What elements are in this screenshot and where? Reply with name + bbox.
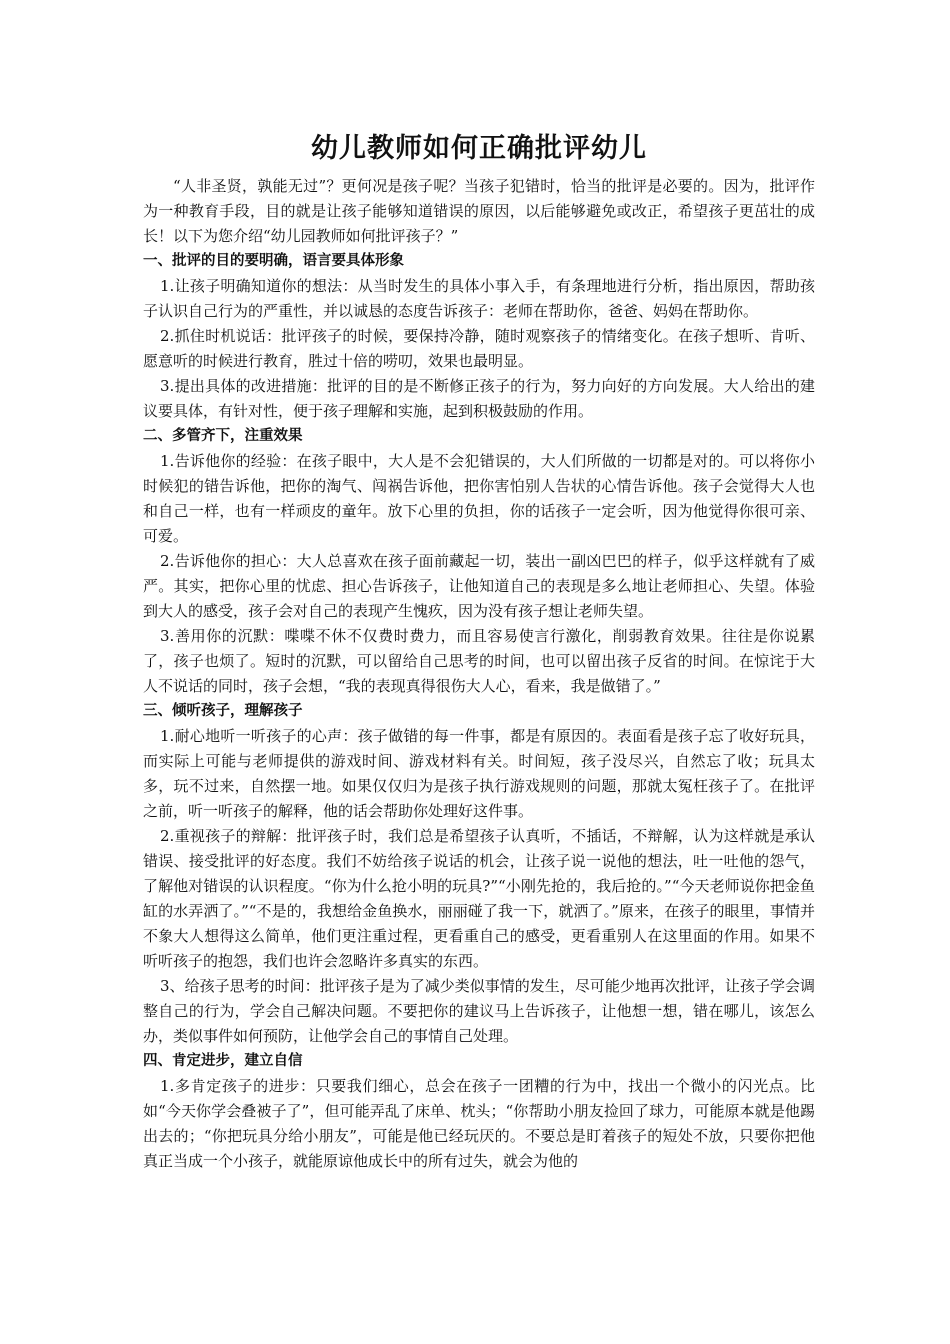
- document-page: [143, 128, 815, 1174]
- section-paragraph: 2.告诉他你的担心：大人总喜欢在孩子面前藏起一切，装出一副凶巴巴的样子，似乎这样就有了威严。其实，把你心里的忧虑、担心告诉孩子，让他知道自己的表现是多么地让老师担心、失望。体验到大人的感受，孩子会对自己的表现产生愧疚，因为没有孩子想让老师失望。: [143, 552, 815, 620]
- section-heading: 二、多管齐下，注重效果: [143, 428, 303, 444]
- section-1: [143, 249, 815, 424]
- section-paragraph: 1.告诉他你的经验：在孩子眼中，大人是不会犯错误的，大人们所做的一切都是对的。可以将你小时候犯的错告诉他，把你的淘气、闯祸告诉他，把你害怕别人告状的心情告诉他。孩子会觉得大人也和自己一样，也有一样顽皮的童年。放下心里的负担，你的话孩子一定会听，因为他觉得你很可亲、可爱。: [143, 452, 815, 545]
- section-2: [143, 424, 815, 699]
- section-heading: 四、肯定进步，建立自信: [143, 1053, 303, 1069]
- section-paragraph: 1.让孩子明确知道你的想法：从当时发生的具体小事入手，有条理地进行分析，指出原因，帮助孩子认识自己行为的严重性，并以诚恳的态度告诉孩子：老师在帮助你，爸爸、妈妈在帮助你。: [143, 277, 815, 320]
- section-paragraph: 3、给孩子思考的时间：批评孩子是为了减少类似事情的发生，尽可能少地再次批评，让孩子学会调整自己的行为，学会自己解决问题。不要把你的建议马上告诉孩子，让他想一想，错在哪儿，该怎么办，类似事件如何预防，让他学会自己的事情自己处理。: [143, 977, 815, 1045]
- page-title: 幼儿教师如何正确批评幼儿: [311, 133, 647, 164]
- section-paragraph: 1.耐心地听一听孩子的心声：孩子做错的每一件事，都是有原因的。表面看是孩子忘了收好玩具，而实际上可能与老师提供的游戏时间、游戏材料有关。时间短，孩子没尽兴，自然忘了收；玩具太多，玩不过来，自然摆一地。如果仅仅归为是孩子执行游戏规则的问题，那就太冤枉孩子了。在批评之前，听一听孩子的解释，他的话会帮助你处理好这件事。: [143, 727, 815, 820]
- section-3: [143, 699, 815, 1049]
- section-paragraph: 3.提出具体的改进措施：批评的目的是不断修正孩子的行为，努力向好的方向发展。大人给出的建议要具体，有针对性，便于孩子理解和实施，起到积极鼓励的作用。: [143, 377, 815, 420]
- intro-paragraph: “人非圣贤，孰能无过”？更何况是孩子呢？当孩子犯错时，恰当的批评是必要的。因为，批评作为一种教育手段，目的就是让孩子能够知道错误的原因，以后能够避免或改正，希望孩子更茁壮的成长！以下为您介绍“幼儿园教师如何批评孩子？”: [143, 177, 815, 245]
- section-paragraph: 2.重视孩子的辩解：批评孩子时，我们总是希望孩子认真听，不插话，不辩解，认为这样就是承认错误、接受批评的好态度。我们不妨给孩子说话的机会，让孩子说一说他的想法，吐一吐他的怨气，了解他对错误的认识程度。“你为什么抢小明的玩具?”“小刚先抢的，我后抢的。”“今天老师说你把金鱼缸的水弄洒了。”“不是的，我想给金鱼换水，丽丽碰了我一下，就洒了。”原来，在孩子的眼里，事情并不象大人想得这么简单，他们更注重过程，更看重自己的感受，更看重别人在这里面的作用。如果不听听孩子的抱怨，我们也许会忽略许多真实的东西。: [143, 827, 815, 970]
- section-paragraph: 2.抓住时机说话：批评孩子的时候，要保持冷静，随时观察孩子的情绪变化。在孩子想听、肯听、愿意听的时候进行教育，胜过十倍的唠叨，效果也最明显。: [143, 327, 815, 370]
- section-paragraph: 1.多肯定孩子的进步：只要我们细心，总会在孩子一团糟的行为中，找出一个微小的闪光点。比如“今天你学会叠被子了”，但可能弄乱了床单、枕头；“你帮助小朋友捡回了球力，可能原本就是他踢出去的；“你把玩具分给小朋友”，可能是他已经玩厌的。不要总是盯着孩子的短处不放，只要你把他真正当成一个小孩子，就能原谅他成长中的所有过失，就会为他的: [143, 1077, 815, 1170]
- section-heading: 三、倾听孩子，理解孩子: [143, 703, 303, 719]
- section-heading: 一、批评的目的要明确，语言要具体形象: [143, 253, 404, 269]
- section-paragraph: 3.善用你的沉默：喋喋不休不仅费时费力，而且容易使言行激化，削弱教育效果。往往是你说累了，孩子也烦了。短时的沉默，可以留给自己思考的时间，也可以留出孩子反省的时间。在惊诧于大人不说话的同时，孩子会想，“我的表现真得很伤大人心，看来，我是做错了。”: [143, 627, 815, 695]
- section-4: [143, 1049, 815, 1174]
